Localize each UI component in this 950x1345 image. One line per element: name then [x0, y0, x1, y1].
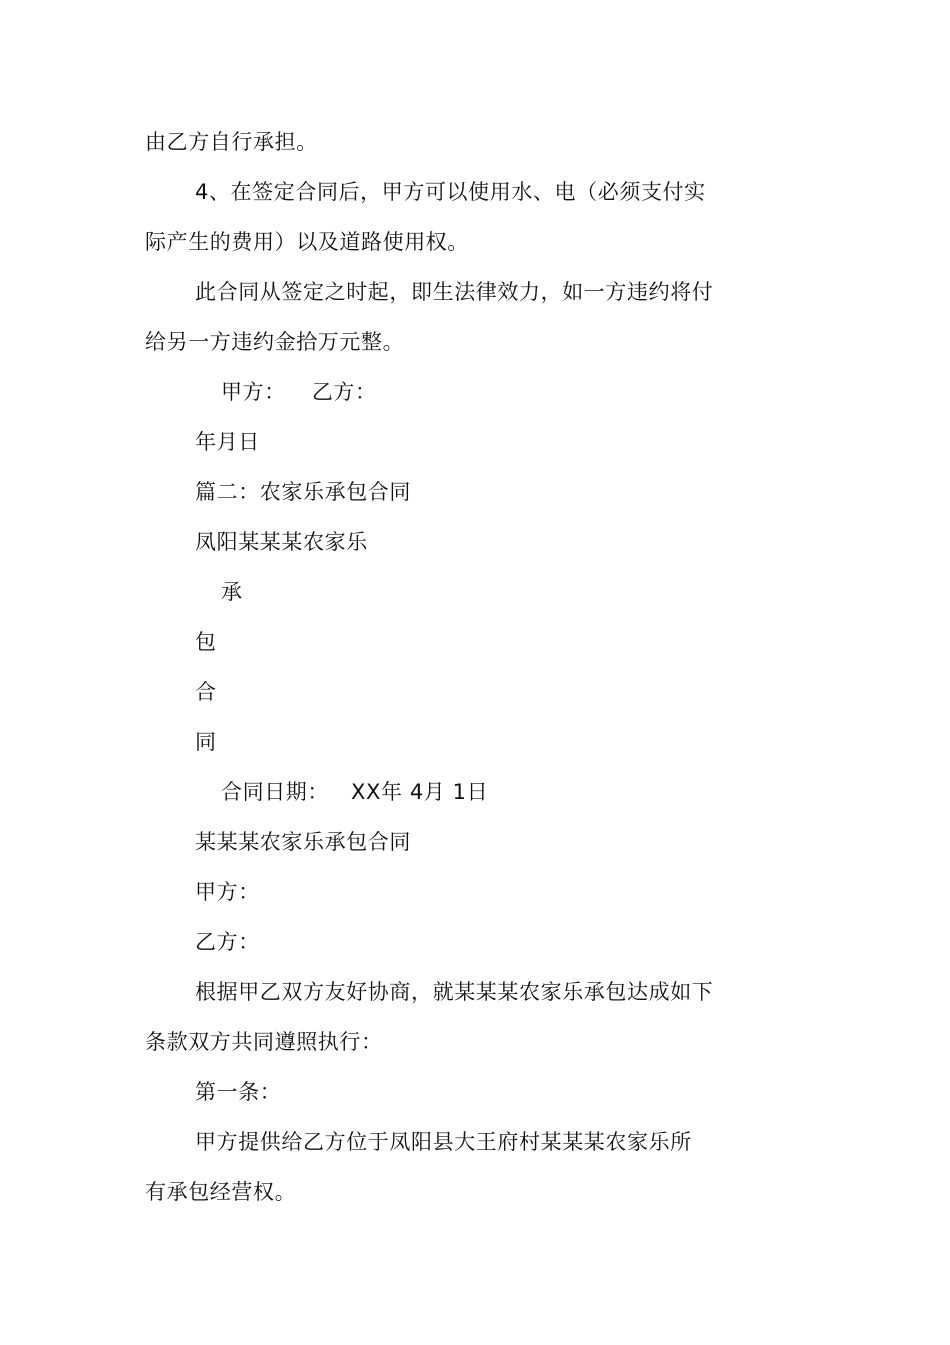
date-placeholder: 年月日: [195, 430, 260, 454]
contract-date-label: 合同日期：: [221, 780, 329, 804]
signature-line: [221, 378, 377, 406]
cover-title: 凤阳某某某农家乐: [195, 530, 368, 554]
contract-title: 某某某农家乐承包合同: [195, 830, 411, 854]
paragraph-line: 4、在签定合同后，甲方可以使用水、电（必须支付实: [195, 180, 706, 204]
party-b-label: 乙方：: [311, 380, 377, 404]
paragraph-line: 由乙方自行承担。: [145, 130, 318, 154]
section-heading: 篇二：农家乐承包合同: [195, 480, 411, 504]
paragraph-line: 有承包经营权。: [145, 1180, 297, 1204]
paragraph-line: 甲方提供给乙方位于凤阳县大王府村某某某农家乐所: [195, 1130, 692, 1154]
cover-title-char: 合: [195, 680, 217, 704]
contract-date-value: XX年 4月 1日: [351, 780, 489, 804]
cover-title-char: 承: [221, 580, 243, 604]
paragraph-line: 给另一方违约金拾万元整。: [145, 330, 405, 354]
cover-title-char: 包: [195, 630, 217, 654]
paragraph-line: 条款双方共同遵照执行：: [145, 1030, 383, 1054]
contract-date-line: [221, 778, 488, 806]
paragraph-line: 此合同从签定之时起，即生法律效力，如一方违约将付: [195, 280, 714, 304]
article-heading: 第一条：: [195, 1080, 282, 1104]
cover-title-char: 同: [195, 730, 217, 754]
party-a-line: 甲方：: [195, 880, 260, 904]
party-b-line: 乙方：: [195, 930, 260, 954]
paragraph-line: 根据甲乙双方友好协商，就某某某农家乐承包达成如下: [195, 980, 714, 1004]
party-a-label: 甲方：: [221, 380, 286, 404]
paragraph-line: 际产生的费用）以及道路使用权。: [145, 230, 469, 254]
